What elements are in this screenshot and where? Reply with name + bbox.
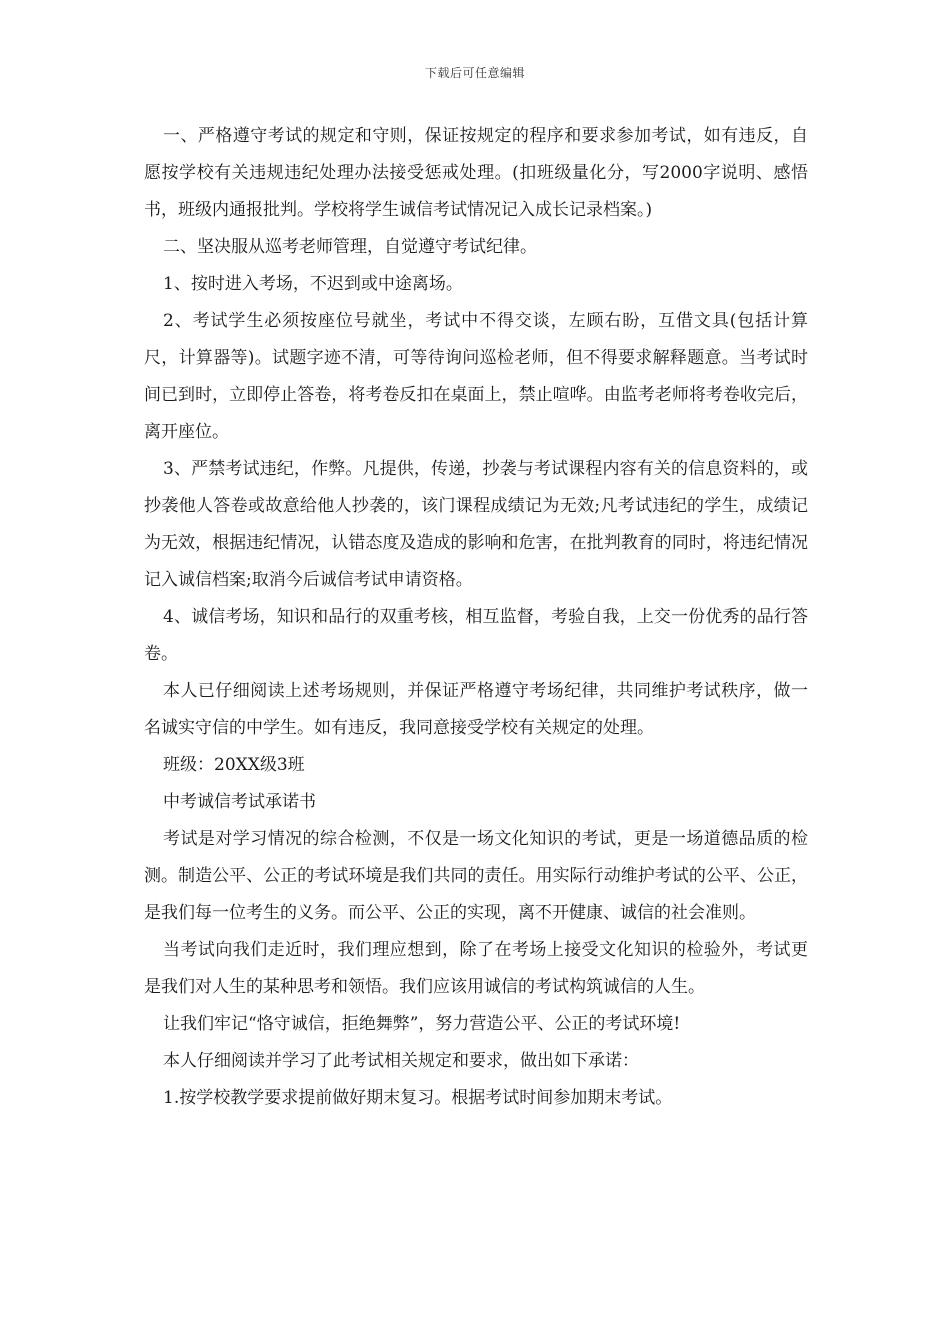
paragraph-class: 班级：20XX级3班 [163, 755, 305, 775]
paragraph-motto: 让我们牢记“恪守诚信，拒绝舞弊”，努力营造公平、公正的考试环境! [163, 1014, 681, 1034]
paragraph-item-2: 2、考试学生必须按座位号就坐，考试中不得交谈，左顾右盼，互借文具(包括计算尺，计算器等)。试题字迹不清，可等待询问巡检老师，但不得要求解释题意。当考试时间已到时，立即停止答卷，将考卷反扣在桌面上，禁止喧哗。由监考老师将考卷收完后，离开座位。 [144, 311, 808, 442]
paragraph-item-1: 1、按时进入考场，不迟到或中途离场。 [163, 274, 463, 294]
paragraph-commitment-intro: 本人仔细阅读并学习了此考试相关规定和要求，做出如下承诺： [163, 1051, 639, 1071]
page-header: 下载后可任意编辑 [424, 66, 525, 80]
section-title: 中考诚信考试承诺书 [163, 792, 316, 812]
paragraph-pledge: 本人已仔细阅读上述考场规则，并保证严格遵守考场纪律，共同维护考试秩序，做一名诚实守信的中学生。如有违反，我同意接受学校有关规定的处理。 [144, 681, 808, 738]
paragraph-item-4: 4、诚信考场，知识和品行的双重考核，相互监督，考验自我，上交一份优秀的品行答卷。 [144, 607, 808, 664]
document-body [144, 118, 808, 1117]
paragraph-item-3: 3、严禁考试违纪，作弊。凡提供，传递，抄袭与考试课程内容有关的信息资料的，或抄袭他人答卷或故意给他人抄袭的，该门课程成绩记为无效;凡考试违纪的学生，成绩记为无效，根据违纪情况，认错态度及造成的影响和危害，在批判教育的同时，将违纪情况记入诚信档案;取消今后诚信考试申请资格。 [144, 459, 808, 590]
paragraph-reflection: 当考试向我们走近时，我们理应想到，除了在考场上接受文化知识的检验外，考试更是我们对人生的某种思考和领悟。我们应该用诚信的考试构筑诚信的人生。 [144, 940, 808, 997]
paragraph-rule-2: 二、坚决服从巡考老师管理，自觉遵守考试纪律。 [163, 237, 537, 257]
paragraph-commitment-1: 1.按学校教学要求提前做好期末复习。根据考试时间参加期末考试。 [163, 1088, 673, 1108]
paragraph-rule-1: 一、严格遵守考试的规定和守则，保证按规定的程序和要求参加考试，如有违反，自愿按学校有关违规违纪处理办法接受惩戒处理。(扣班级量化分，写2000字说明、感悟书，班级内通报批判。学校将学生诚信考试情况记入成长记录档案。) [144, 126, 808, 220]
paragraph-intro: 考试是对学习情况的综合检测，不仅是一场文化知识的考试，更是一场道德品质的检测。制造公平、公正的考试环境是我们共同的责任。用实际行动维护考试的公平、公正，是我们每一位考生的义务。而公平、公正的实现，离不开健康、诚信的社会准则。 [144, 829, 808, 923]
